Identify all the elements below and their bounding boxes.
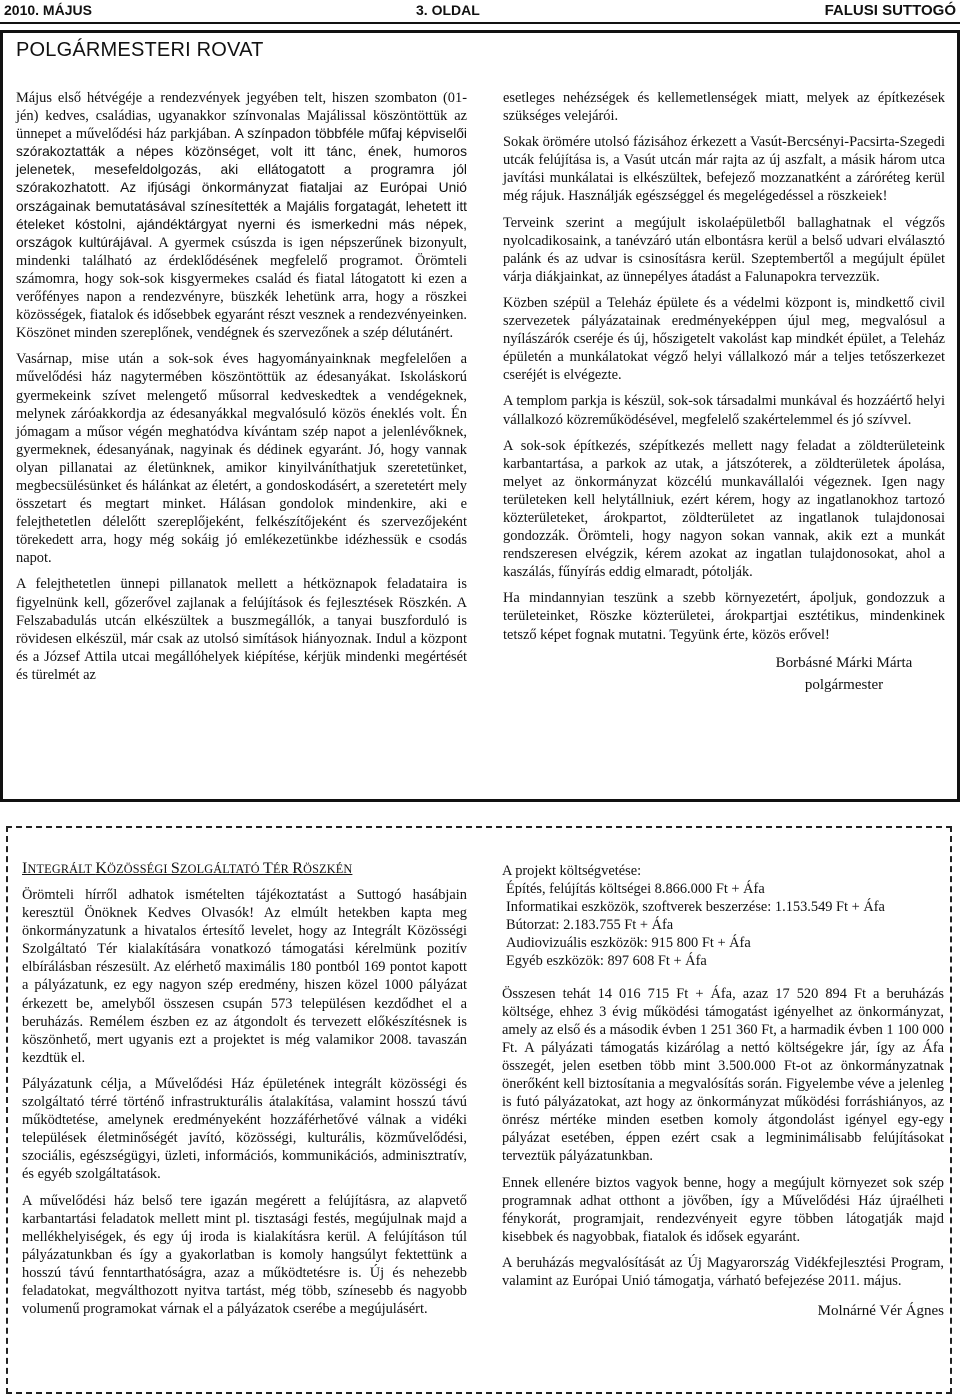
article-paragraph: Pályázatunk célja, a Művelődési Ház épületének integrált közösségi és szolgáltató térré történő infrastrukturális átalakítása, valamint hosszú távú működtetése, amelynek eredményeként hozzáférhetővé válnak a vidéki települések életminőségét javító, közösségi, kulturális, közművelődési, szociális, egészségügyi, üzleti, információs, kommunikációs, adminisztratív, és egyéb szolgáltatások. (22, 1075, 467, 1183)
paragraph-tail: A gyermek csúszda is igen népszerűnek bizonyult, mindenki található az érdeklődésének megfelelő programot. Örömteli számomra, hogy sok-sok kisgyermekes család és fiatal látogatott ki ezen a verőfényes napon a rendezvényre, büszkék lehetünk arra, hogy a röszkei közösségek, fiatalok és idősebbek egyaránt részt vesznek a rendezvényeinken. Köszönet minden szereplőnek, vendégnek és szervezőnek a szép délutánért. (16, 234, 467, 342)
article-paragraph: Ha mindannyian teszünk a szebb környezetért, ápoljuk, gondozzuk a területeinket, Röszke közterületei, árokpartjai esztétikus, mindenkinek tetsző képet fognak mutatni. Tegyünk érte, közös erővel! (503, 590, 945, 643)
article-paragraph: A sok-sok építkezés, szépítkezés mellett nagy feladat a zöldterületeink karbantartása, a parkok az utak, a játszóterek, a zöldterületek ápolása, melyet az önkormányzat közcélú munkavállalói végeznek. Igen nagy területeken kell helytállniuk, ezért kérem, hogy az ingatlanokhoz tartozó közterületeket, árokpartot, zöldterületet az ingatlanok tulajdonosai gondozzák. Örömteli, hogy nagyon sokan vannak, akik ezt a munkát rendszeresen elvégzik, kérem azokat az ingatlan tulajdonosokat, ahol a kaszálás, fűnyírás eddig elmaradt, pótolják. (503, 437, 945, 581)
title-rest: NTEGRÁLT (27, 862, 96, 876)
title-rest: ÖSZKÉN (303, 862, 353, 876)
signature-name: Borbásné Márki Márta (775, 654, 913, 671)
community-article-right (502, 862, 944, 1320)
article-paragraph (16, 89, 467, 342)
article-paragraph: A templom parkja is készül, sok-sok társadalmi munkával és hozzáértő helyi vállalkozó közreműködésével, megfelelő szakértelemmel és jó szívvel. (503, 393, 945, 428)
title-initial: K (95, 860, 108, 877)
article-paragraph: A beruházás megvalósítását az Új Magyarország Vidékfejlesztési Program, valamint az Európai Unió támogatja, várható befejezése 2011. május. (502, 1254, 944, 1289)
mayor-column-right (503, 89, 945, 696)
article-paragraph: Sokak örömére utolsó fázisához érkezett a Vasút-Bercsényi-Pacsirta-Szegedi utcák felújítása is, a Vasút utcán már rajta az új aszfalt, a másik három utca javítási munkálatai is elkészültek, befejező mozzanatként a záróréteg kerül még rájuk. Használják egészséggel és megelégedéssel a röszkeiek! (503, 134, 945, 205)
cost-item: Építés, felújítás költségei 8.866.000 Ft + Áfa (506, 881, 765, 898)
community-article-left (22, 886, 467, 1326)
signature (743, 652, 945, 696)
article-signature: Molnárné Vér Ágnes (817, 1303, 944, 1320)
article-paragraph: A felejthetetlen ünnepi pillanatok mellett a hétköznapok feladataira is figyelnünk kell, gőzerővel zajlanak a felújítások és fejlesztések Röszkén. A Felszabadulás utcán elkészültek a buszmegállók, a tanyai buszforduló is rövidesen elkészül, már csak az utolsó simítások hiányoznak. Indul a központ és a József Attila utcai megállóhelyek kiépítése, kérjük mindenki megértését és türelmét az (16, 576, 467, 683)
title-rest: ZOLGÁLTATÓ (180, 862, 264, 876)
page-number: 3. OLDAL (416, 2, 480, 18)
mayor-column-left (16, 89, 467, 692)
article-paragraph: esetleges nehézségek és kellemetlenségek miatt, melyek az építkezések szükséges velejárói. (503, 90, 945, 125)
cost-item: Bútorzat: 2.183.755 Ft + Áfa (506, 917, 674, 934)
title-initial: R (292, 860, 304, 877)
cost-item: Informatikai eszközök, szoftverek beszerzése: 1.153.549 Ft + Áfa (506, 899, 885, 916)
paragraph-lead: Május első hétvégéje a rendezvények jegyében telt, hiszen szombaton (01-jén) kedves, családias, ugyanakkor színvonalas Majálissal köszöntöttük az ünnepet a művelődési ház parkjában. (16, 90, 467, 143)
title-rest: ÖZÖSSÉGI (107, 862, 171, 876)
issue-date: 2010. MÁJUS (4, 2, 92, 18)
article-paragraph: Összesen tehát 14 016 715 Ft + Áfa, azaz 17 520 894 Ft a beruházás költsége, ehhez 3 évig működési támogatást igényelhet az önkormányzat, amely az első és a második évben 1 251 360 Ft, a harmadik évben 1 100 000 Ft. A pályázati támogatás kizárólag a nettó költségekre jár, így az Áfa összegét, jelen esetben több mint 3.500.000 Ft-ot az önkormányzatnak önerőként kell biztosítania a megvalósítás során. Figyelembe véve a jelenleg is futó pályázatokat, azt hogy az önkormányzat működési forráshiányos, az önrész mértéke minden esetben komoly átgondolást igényel egy-egy pályázat esetében, éppen ezért csak a legminimálisabb felújításokat terveztük pályázatunkban. (502, 985, 944, 1165)
title-rest: ÉR (273, 862, 293, 876)
community-article-title (22, 860, 352, 878)
cost-item: Audiovizuális eszközök: 915 800 Ft + Áfa (506, 935, 751, 952)
mayor-column-box (0, 30, 960, 802)
page-header (0, 0, 960, 24)
article-paragraph: Ennek ellenére biztos vagyok benne, hogy a megújult környezet sok szép programnak adhat otthont a jövőben, így a Művelődési Ház újraélheti fénykorát, programjait, rendezvényeit egyre többen látogatják majd kisebbek és nagyobbak, fiatalok és idősek egyaránt. (502, 1174, 944, 1245)
article-paragraph: Terveink szerint a megújult iskolaépületből ballaghatnak el végzős nyolcadikosaink, a tanévzáró után elbontásra kerül a belső udvari elválasztó palánk és az udvar is csinosításra kerül. Szeptembertől a megújult épület várja diákjainkat, az ünnepélyes átadást a Falunapokra tervezzük. (503, 214, 945, 285)
title-initial: S (170, 860, 180, 877)
title-initial: I (22, 860, 28, 877)
cost-item: Egyéb eszközök: 897 608 Ft + Áfa (506, 953, 707, 970)
article-paragraph: Vasárnap, mise után a sok-sok éves hagyományainknak megfelelően a művelődési ház nagytermében köszöntöttük az édesanyákat. Iskoláskorú gyermekeink szívet melengető műsorral kedveskedtek a vendégeknek, melynek záróakkordja az édesanyákkal megvalósuló közös éneklés volt. Én jómagam a műsor végén meghatódva kívántam szép napot a jelenlévőknek, gyermeknek, édesanyának, nagyinak és dédinek egyaránt. Jó, hogy vannak olyan pillanatai az életünknek, amikor kinyilváníthatjuk szeretetünket, megbecsülésünket és hálánkat az életért, a gondoskodásért, a szeretetért mely összetart és megtart minket. Hálásan gondolok mindenkire, aki e felejthetetlen délelőtt szereplőjeként, felkészítőjeként és szervezőjeként törekedett arra, hogy még sokáig jó emlékezetünkbe idézhessük e csodás napot. (16, 351, 467, 567)
signature-title: polgármester (804, 676, 884, 693)
article-paragraph: Közben szépül a Teleház épülete és a védelmi központ is, mindkettő civil szervezetek pályázatainak eredményeképpen újul meg, megvalósul a nyílászárók cseréje és új, hőszigetelt vakolást kap mindkét épület, a Teleház épületén a munkálatokat végző helyi vállalkozó már a teljes tetőszerkezet cseréjét is elvégezte. (503, 294, 945, 384)
publication-name: FALUSI SUTTOGÓ (824, 2, 956, 19)
title-initial: T (263, 860, 274, 877)
mayor-column-title: POLGÁRMESTERI ROVAT (16, 39, 264, 61)
article-paragraph: Örömteli hírről adhatok ismételten tájékoztatást a Suttogó hasábjain keresztül Önöknek Kedves Olvasók! Az elmúlt hetekben kapta meg önkormányzatunk a hivatalos értesítő levelet, hogy az Integrált Közösségi Szolgáltató Tér kialakítására vonatkozó támogatási kérelmünk pozitív elbírálásban részesült. Az elérhető maximális 180 pontból 169 pontot kapott a pályázatunk, ez egy nagyon szép eredmény, hiszen közel 1000 pályázat érkezett be, amelyből összesen csupán 573 településen kezdődhet el a beruházás. Remélem észben ez az átgondolt és tervezett előkészítésnek is köszönhető, mert ugyanis ezt a projektet is még valamikor 2008. tavaszán kezdtük el. (22, 887, 467, 1066)
community-article-box (6, 826, 952, 1394)
costs-heading: A projekt költségvetése: (502, 863, 642, 879)
paragraph-sans-text: A színpadon többféle műfaj képviselői szórakoztatták a népes közönséget, volt itt tánc, ének, humoros jelenetek, mesefeldolgozás, aki ellátogatott a programra jól szórakozhatott. Az ifjúsági önkormányzat fiataljai az Európai Unió országainak bemutatásával színesítették a Majális forgatagát, lehetett itt ételeket kóstolni, ajándéktárgyat nyerni és ismerkedni más népek, országok kultúrájával. (16, 126, 467, 250)
project-costs (502, 862, 944, 971)
article-paragraph: A művelődési ház belső tere igazán megérett a felújításra, az alapvető karbantartási feladatok mellett mint pl. tisztasági festés, megújulnak majd a mellékhelyiségek, és egy új iroda is kialakításra kerül. A felújításon túl pályázatunkban és így a gyakorlatban is komoly hangsúlyt fektettünk a hosszú távú fenntarthatóságra, azaz a működtetésre is. Új és nehezebb feladatokat, megválthozott nyitva tartást, még több, színesebb és nagyobb volumenű programokat várnak el a pályázatok cserébe a megújulásért. (22, 1192, 467, 1318)
